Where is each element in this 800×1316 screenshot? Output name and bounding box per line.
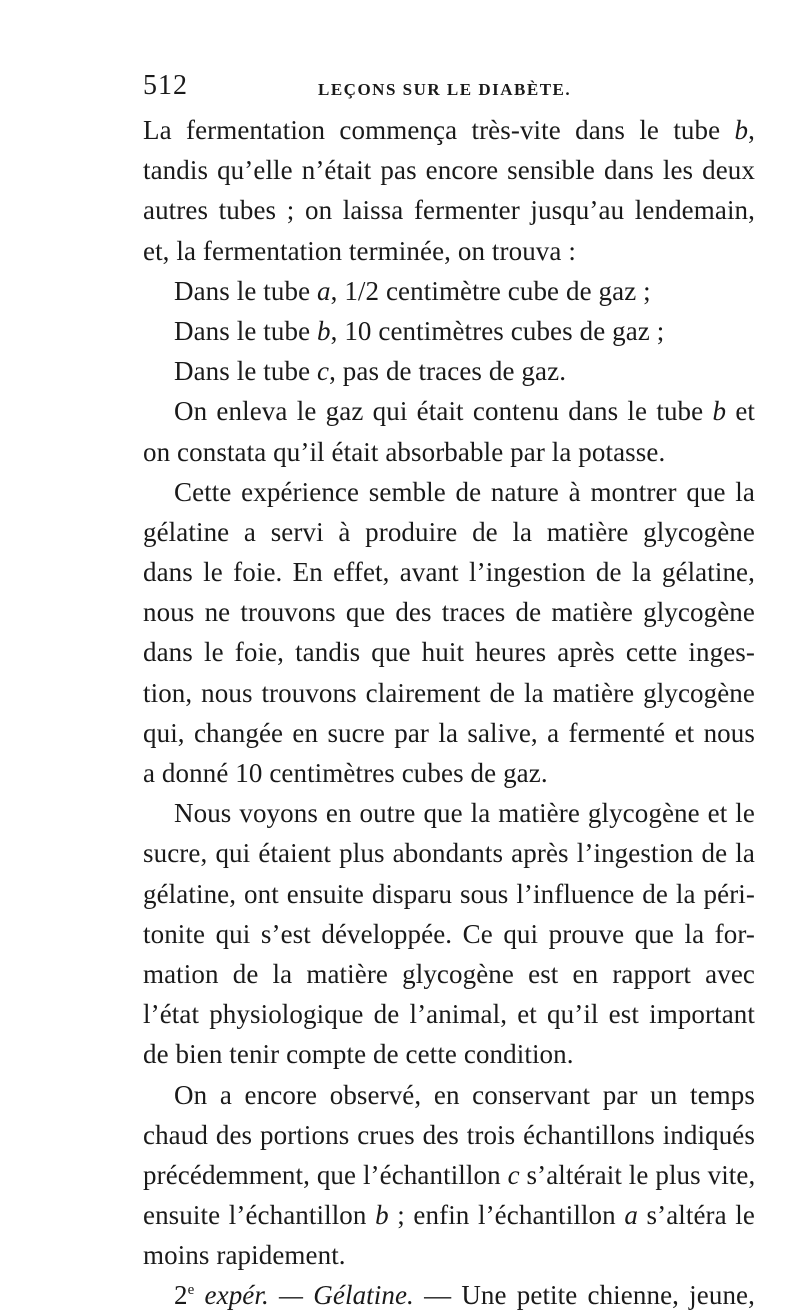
text-line: l’état physiologique de l’animal, et qu’il est important — [143, 999, 755, 1030]
text-line: de bien tenir compte de cette condition. — [143, 1039, 574, 1070]
text-line: On enleva le gaz qui était contenu dans le tube b et — [174, 396, 755, 427]
text-line: Cette expérience semble de nature à montrer que la — [174, 476, 755, 507]
text-line: ensuite l’échantillon b ; enfin l’échantillon a s’altéra le — [143, 1200, 755, 1231]
text-line: Nous voyons en outre que la matière glycogène et le — [174, 798, 755, 829]
text-line: On a encore observé, en conservant par un temps — [174, 1079, 755, 1110]
text-line: qui, changée en sucre par la salive, a fermenté et nous — [143, 717, 755, 748]
text-line: tandis qu’elle n’était pas encore sensible dans les deux — [143, 155, 755, 186]
page-number: 512 — [143, 70, 188, 101]
text-line: gélatine a servi à produire de la matière glycogène — [143, 516, 755, 547]
text-line: on constata qu’il était absorbable par la potasse. — [143, 436, 666, 467]
text-line: mation de la matière glycogène est en rapport avec — [143, 958, 755, 989]
text-line: 2e expér. — Gélatine. — Une petite chienne, jeune, — [174, 1280, 755, 1311]
text-line: Dans le tube b, 10 centimètres cubes de gaz ; — [174, 315, 665, 346]
text-line: tion, nous trouvons clairement de la matière glycogène — [143, 677, 755, 708]
text-line: a donné 10 centimètres cubes de gaz. — [143, 758, 548, 788]
text-line: gélatine, ont ensuite disparu sous l’influence de la péri- — [143, 878, 755, 909]
text-line: moins rapidement. — [143, 1240, 346, 1271]
page-header — [143, 70, 703, 106]
text-line: nous ne trouvons que des traces de matière glycogène — [143, 597, 755, 628]
text-line: dans le foie, tandis que huit heures après cette inges- — [143, 637, 755, 668]
text-line: dans le foie. En effet, avant l’ingestion de la gélatine, — [143, 557, 755, 588]
text-line: chaud des portions crues des trois échantillons indiqués — [143, 1119, 755, 1150]
text-line: et, la fermentation terminée, on trouva : — [143, 235, 576, 266]
text-line: tonite qui s’est développée. Ce qui prouve que la for- — [143, 918, 755, 949]
body-text — [143, 110, 755, 1316]
text-line: Dans le tube c, pas de traces de gaz. — [174, 356, 567, 387]
text-line: autres tubes ; on laissa fermenter jusqu’au lendemain, — [143, 195, 755, 226]
text-line: précédemment, que l’échantillon c s’altérait le plus vite, — [143, 1159, 756, 1190]
running-title: LEÇONS SUR LE DIABÈTE. — [318, 80, 572, 99]
text-line: La fermentation commença très-vite dans le tube b, — [143, 115, 755, 145]
text-line: Dans le tube a, 1/2 centimètre cube de gaz ; — [174, 275, 651, 306]
text-line: sucre, qui étaient plus abondants après l’ingestion de la — [143, 838, 755, 869]
